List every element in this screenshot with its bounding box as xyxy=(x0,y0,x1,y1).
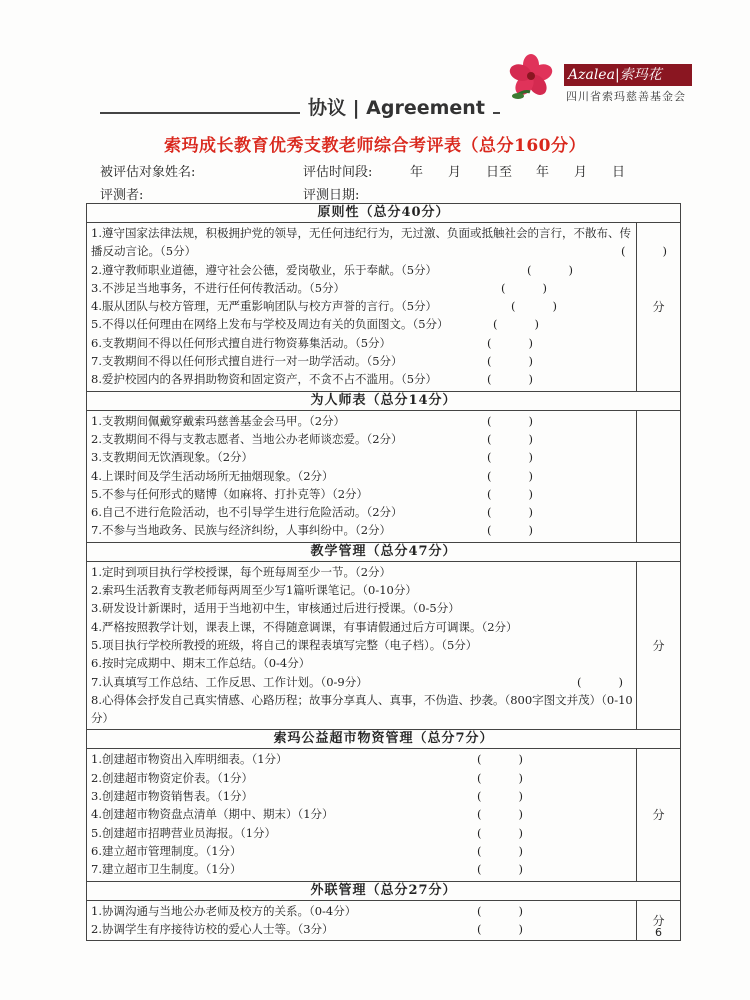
agreement-heading: 协议 | Agreement xyxy=(300,93,493,120)
criterion-item xyxy=(91,581,636,599)
period-slots xyxy=(410,161,625,180)
score-blank[interactable]: ( ) xyxy=(477,862,523,877)
day-start: 日至 xyxy=(486,165,513,180)
section-items-row xyxy=(87,223,681,392)
criterion-text: 6.支教期间不得以任何形式擅自进行物资募集活动。（5分） xyxy=(91,335,392,350)
score-blank[interactable]: ( ) xyxy=(487,468,533,483)
criterion-text: 6.按时完成期中、期末工作总结。（0-4分） xyxy=(91,656,311,671)
score-blank[interactable]: ( ) xyxy=(487,523,533,538)
criterion-text: 1.遵守国家法律法规，积极拥护党的领导，无任何违纪行为，无过激、负面或抵触社会的言行，不散布、传播反动言论。（5分） xyxy=(91,226,631,259)
criterion-text: 5.创建超市招聘营业员海报。（1分） xyxy=(91,825,277,840)
criterion-item xyxy=(91,769,636,787)
year-start: 年 xyxy=(410,165,424,180)
section-header-row xyxy=(87,542,681,561)
score-blank[interactable]: ( ) xyxy=(493,317,539,332)
section-title: 外联管理（总分27分） xyxy=(87,881,681,900)
criterion-text: 7.建立超市卫生制度。（1分） xyxy=(91,862,242,877)
criterion-item xyxy=(91,902,636,920)
page-number: 6 xyxy=(655,926,662,939)
assessor-label: 评测者: xyxy=(100,188,144,203)
score-blank[interactable]: ( ) xyxy=(477,752,523,767)
criterion-text: 1.协调沟通与当地公办老师及校方的关系。（0-4分） xyxy=(91,903,357,918)
criterion-item xyxy=(91,412,636,430)
criterion-text: 4.严格按照教学计划，课表上课，不得随意调课，有事请假通过后方可调课。（2分） xyxy=(91,619,518,634)
criterion-text: 4.服从团队与校方管理，无严重影响团队与校方声誉的言行。（5分） xyxy=(91,299,438,314)
criterion-text: 8.爱护校园内的各界捐助物资和固定资产，不贪不占不滥用。（5分） xyxy=(91,372,438,387)
criterion-item xyxy=(91,691,636,728)
logo-subtitle: 四川省索玛慈善基金会 xyxy=(566,90,686,103)
criterion-item xyxy=(91,370,636,388)
logo xyxy=(502,48,702,110)
score-blank[interactable]: ( ) xyxy=(511,299,557,314)
year-end: 年 xyxy=(536,165,550,180)
criterion-item xyxy=(91,920,636,938)
section-score-cell[interactable]: 分 xyxy=(637,223,681,392)
criterion-item xyxy=(91,787,636,805)
section-header-row xyxy=(87,881,681,900)
score-blank[interactable]: ( ) xyxy=(487,505,533,520)
criterion-item xyxy=(91,654,636,672)
criterion-item xyxy=(91,224,667,261)
section-items-row xyxy=(87,410,681,542)
criterion-text: 4.上课时间及学生活动场所无抽烟现象。（2分） xyxy=(91,468,334,483)
section-score-cell[interactable]: 分 xyxy=(637,749,681,881)
criterion-item xyxy=(91,448,636,466)
score-blank[interactable]: ( ) xyxy=(477,843,523,858)
score-blank[interactable]: ( ) xyxy=(487,486,533,501)
score-blank[interactable]: ( ) xyxy=(621,244,667,259)
criterion-item xyxy=(91,334,636,352)
criterion-item xyxy=(91,297,636,315)
criterion-text: 7.不参与当地政务、民族与经济纠纷，人事纠纷中。（2分） xyxy=(91,523,392,538)
criterion-text: 6.建立超市管理制度。（1分） xyxy=(91,843,242,858)
section-items xyxy=(87,223,667,392)
azalea-flower-icon xyxy=(506,52,556,102)
criterion-text: 3.创建超市物资销售表。（1分） xyxy=(91,789,254,804)
month-start: 月 xyxy=(448,165,462,180)
section-items xyxy=(87,900,637,941)
score-blank[interactable]: ( ) xyxy=(487,413,533,428)
score-blank[interactable]: ( ) xyxy=(477,825,523,840)
criterion-text: 3.研发设计新课时，适用于当地初中生，审核通过后进行授课。（0-5分） xyxy=(91,601,460,616)
criterion-text: 3.支教期间无饮酒现象。（2分） xyxy=(91,450,254,465)
criterion-text: 3.不涉足当地事务，不进行任何传教活动。（5分） xyxy=(91,280,346,295)
section-items-row xyxy=(87,561,681,730)
section-title: 为人师表（总分14分） xyxy=(87,391,681,410)
criterion-item xyxy=(91,860,636,878)
score-blank[interactable]: ( ) xyxy=(477,770,523,785)
criterion-item xyxy=(91,521,636,539)
criterion-item xyxy=(91,563,636,581)
criterion-text: 7.认真填写工作总结、工作反思、工作计划。（0-9分） xyxy=(91,674,368,689)
section-items-row xyxy=(87,749,681,881)
criterion-item xyxy=(91,261,636,279)
score-blank[interactable]: ( ) xyxy=(577,674,623,689)
section-score-cell[interactable] xyxy=(637,410,681,542)
criterion-item xyxy=(91,750,636,768)
section-score-cell[interactable]: 分 xyxy=(637,561,681,730)
score-blank[interactable]: ( ) xyxy=(487,335,533,350)
section-title: 索玛公益超市物资管理（总分7分） xyxy=(87,730,681,749)
score-blank[interactable]: ( ) xyxy=(501,280,547,295)
section-header-row xyxy=(87,204,681,223)
criterion-text: 1.创建超市物资出入库明细表。（1分） xyxy=(91,752,288,767)
criterion-text: 8.心得体会抒发自己真实情感、心路历程；故事分享真人、真事，不伪造、抄袭。（800字图文并茂）（0-10分） xyxy=(91,692,633,726)
criterion-text: 5.不参与任何形式的赌博（如麻将、打扑克等）（2分） xyxy=(91,486,369,501)
criterion-item xyxy=(91,279,636,297)
section-score-cell[interactable]: 分 xyxy=(637,900,681,941)
score-blank[interactable]: ( ) xyxy=(477,903,523,918)
section-title: 原则性（总分40分） xyxy=(87,204,681,223)
criterion-item xyxy=(91,805,636,823)
score-blank[interactable]: ( ) xyxy=(487,354,533,369)
criterion-text: 2.协调学生有序接待访校的爱心人士等。（3分） xyxy=(91,921,334,936)
criterion-text: 4.创建超市物资盘点清单（期中、期末）（1分） xyxy=(91,807,334,822)
criterion-text: 2.创建超市物资定价表。（1分） xyxy=(91,770,254,785)
criterion-item xyxy=(91,824,636,842)
score-blank[interactable]: ( ) xyxy=(477,789,523,804)
score-blank[interactable]: ( ) xyxy=(487,372,533,387)
criterion-item xyxy=(91,618,636,636)
evaluee-name-label: 被评估对象姓名: xyxy=(100,165,196,180)
section-header-row xyxy=(87,391,681,410)
criterion-text: 6.自己不进行危险活动，也不引导学生进行危险活动。（2分） xyxy=(91,505,403,520)
criterion-item xyxy=(91,636,636,654)
section-items xyxy=(87,749,637,881)
score-blank[interactable]: ( ) xyxy=(527,262,573,277)
assessment-date-label: 评测日期: xyxy=(303,188,360,203)
criterion-item xyxy=(91,842,636,860)
section-title: 教学管理（总分47分） xyxy=(87,542,681,561)
month-end: 月 xyxy=(574,165,588,180)
criterion-item xyxy=(91,315,636,333)
section-items xyxy=(87,410,637,542)
score-blank[interactable]: ( ) xyxy=(487,450,533,465)
section-header-row xyxy=(87,730,681,749)
criterion-text: 2.索玛生活教育支教老师每两周至少写1篇听课笔记。（0-10分） xyxy=(91,583,417,598)
criterion-text: 1.支教期间佩戴穿戴索玛慈善基金会马甲。（2分） xyxy=(91,413,346,428)
section-items-row xyxy=(87,900,681,941)
logo-name: Azalea|索玛花 xyxy=(564,64,692,86)
criterion-text: 5.项目执行学校所教授的班级，将自己的课程表填写完整（电子档）。（5分） xyxy=(91,637,478,652)
criterion-item xyxy=(91,467,636,485)
day-end: 日 xyxy=(612,165,626,180)
criterion-item xyxy=(91,673,636,691)
criterion-item xyxy=(91,352,636,370)
criterion-text: 7.支教期间不得以任何形式擅自进行一对一助学活动。（5分） xyxy=(91,354,403,369)
criterion-item xyxy=(91,430,636,448)
criterion-text: 2.遵守教师职业道德，遵守社会公德，爱岗敬业，乐于奉献。（5分） xyxy=(91,262,438,277)
score-blank[interactable]: ( ) xyxy=(477,921,523,936)
criterion-item xyxy=(91,599,636,617)
criterion-text: 1.定时到项目执行学校授课，每个班每周至少一节。（2分） xyxy=(91,564,392,579)
form-title: 索玛成长教育优秀支教老师综合考评表（总分160分） xyxy=(164,136,586,156)
period-label: 评估时间段: xyxy=(303,165,373,180)
criterion-item xyxy=(91,485,636,503)
section-items xyxy=(87,561,637,730)
criterion-text: 2.支教期间不得与支教志愿者、当地公办老师谈恋爱。（2分） xyxy=(91,431,403,446)
evaluation-table xyxy=(86,203,681,941)
criterion-text: 5.不得以任何理由在网络上发布与学校及周边有关的负面图文。（5分） xyxy=(91,317,449,332)
score-blank[interactable]: ( ) xyxy=(487,431,533,446)
score-blank[interactable]: ( ) xyxy=(477,807,523,822)
criterion-item xyxy=(91,503,636,521)
